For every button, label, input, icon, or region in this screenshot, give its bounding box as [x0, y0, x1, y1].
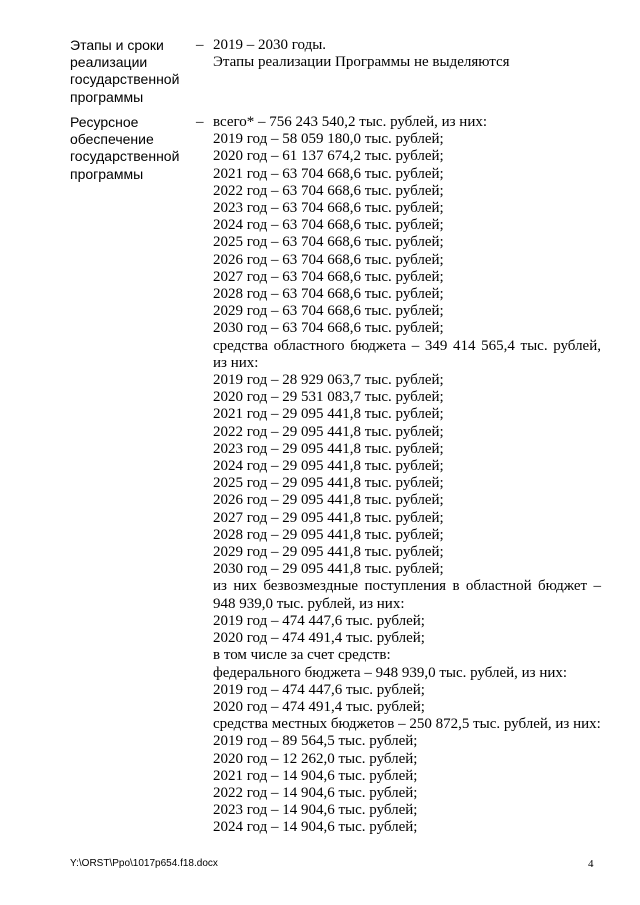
stages-note: Этапы реализации Программы не выделяются: [213, 54, 510, 71]
funding-line: 948 939,0 тыс. рублей, из них:: [213, 595, 405, 612]
funding-line: 2021 год – 29 095 441,8 тыс. рублей;: [213, 406, 444, 423]
stages-content: [213, 37, 601, 71]
footer-file-path: Y:\ORST\Ppo\1017p654.f18.docx: [70, 858, 218, 869]
resources-label: [70, 114, 190, 183]
funding-line: 2023 год – 63 704 668,6 тыс. рублей;: [213, 200, 444, 217]
stages-label-line: государственной: [70, 71, 180, 88]
funding-line: 2020 год – 474 491,4 тыс. рублей;: [213, 698, 425, 715]
funding-line: 2028 год – 29 095 441,8 тыс. рублей;: [213, 526, 444, 543]
funding-line: средства местных бюджетов – 250 872,5 тыс. рублей, из них:: [213, 716, 601, 733]
resources-dash: –: [196, 114, 204, 130]
funding-line: 2020 год – 474 491,4 тыс. рублей;: [213, 630, 425, 647]
funding-line: 2019 год – 58 059 180,0 тыс. рублей;: [213, 131, 444, 148]
funding-line: 2026 год – 29 095 441,8 тыс. рублей;: [213, 492, 444, 509]
funding-line: 2023 год – 29 095 441,8 тыс. рублей;: [213, 440, 444, 457]
resources-label-line: программы: [70, 165, 144, 182]
stages-label-line: реализации: [70, 54, 148, 71]
funding-line: 2019 год – 89 564,5 тыс. рублей;: [213, 733, 418, 750]
funding-line: 2024 год – 29 095 441,8 тыс. рублей;: [213, 458, 444, 475]
funding-line: 2020 год – 61 137 674,2 тыс. рублей;: [213, 148, 444, 165]
funding-line: 2021 год – 63 704 668,6 тыс. рублей;: [213, 165, 444, 182]
funding-line: 2022 год – 14 904,6 тыс. рублей;: [213, 784, 418, 801]
funding-line: 2019 год – 474 447,6 тыс. рублей;: [213, 612, 425, 629]
stages-label-line: программы: [70, 88, 144, 105]
stages-years: 2019 – 2030 годы.: [213, 37, 327, 53]
funding-line: средства областного бюджета – 349 414 565,4 тыс. рублей,: [213, 337, 601, 354]
funding-line: 2020 год – 12 262,0 тыс. рублей;: [213, 750, 418, 767]
funding-line: 2024 год – 63 704 668,6 тыс. рублей;: [213, 217, 444, 234]
funding-line: 2024 год – 14 904,6 тыс. рублей;: [213, 819, 418, 836]
funding-line: 2029 год – 29 095 441,8 тыс. рублей;: [213, 544, 444, 561]
funding-line: 2019 год – 474 447,6 тыс. рублей;: [213, 681, 425, 698]
funding-line: 2022 год – 29 095 441,8 тыс. рублей;: [213, 423, 444, 440]
funding-line: 2030 год – 63 704 668,6 тыс. рублей;: [213, 320, 444, 337]
funding-line: 2019 год – 28 929 063,7 тыс. рублей;: [213, 372, 444, 389]
funding-line: 2026 год – 63 704 668,6 тыс. рублей;: [213, 251, 444, 268]
resources-label-line: Ресурсное: [70, 114, 139, 130]
page-number: 4: [588, 858, 594, 870]
funding-line: в том числе за счет средств:: [213, 647, 391, 664]
funding-line: 2020 год – 29 531 083,7 тыс. рублей;: [213, 389, 444, 406]
funding-line: 2021 год – 14 904,6 тыс. рублей;: [213, 767, 418, 784]
funding-line: 2023 год – 14 904,6 тыс. рублей;: [213, 802, 418, 819]
funding-line: 2027 год – 63 704 668,6 тыс. рублей;: [213, 268, 444, 285]
funding-line: 2029 год – 63 704 668,6 тыс. рублей;: [213, 303, 444, 320]
funding-line: из них безвозмездные поступления в областной бюджет –: [213, 578, 601, 595]
funding-line: 2025 год – 63 704 668,6 тыс. рублей;: [213, 234, 444, 251]
funding-line: 2028 год – 63 704 668,6 тыс. рублей;: [213, 286, 444, 303]
funding-line: 2022 год – 63 704 668,6 тыс. рублей;: [213, 182, 444, 199]
resources-label-line: обеспечение: [70, 131, 154, 148]
resources-label-line: государственной: [70, 148, 180, 165]
stages-dash: –: [196, 37, 204, 53]
resources-content: [213, 114, 601, 837]
funding-line: всего* – 756 243 540,2 тыс. рублей, из них:: [213, 114, 488, 130]
funding-line: 2030 год – 29 095 441,8 тыс. рублей;: [213, 561, 444, 578]
stages-label-line: Этапы и сроки: [70, 37, 164, 53]
funding-line: 2027 год – 29 095 441,8 тыс. рублей;: [213, 509, 444, 526]
funding-line: 2025 год – 29 095 441,8 тыс. рублей;: [213, 475, 444, 492]
stages-label: [70, 37, 190, 106]
funding-line: из них:: [213, 354, 259, 371]
funding-line: федерального бюджета – 948 939,0 тыс. рублей, из них:: [213, 664, 568, 681]
